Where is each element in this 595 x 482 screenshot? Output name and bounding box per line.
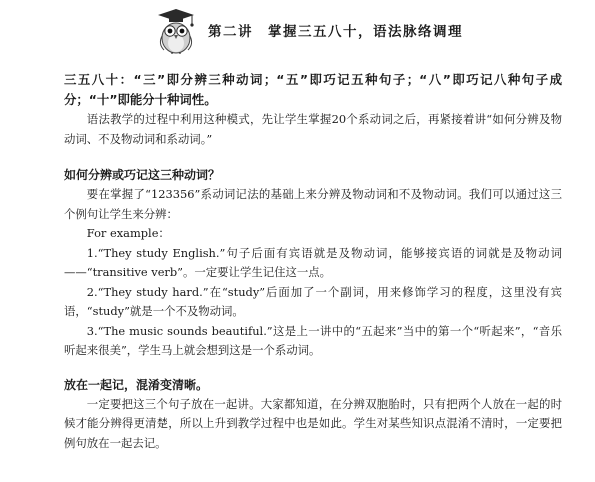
section-intro: 要在掌握了“123356”系动词记法的基础上来分辨及物动词和不及物动词。我们可以通过这三个例句让学生来分辨： <box>64 187 562 221</box>
chapter-title: 第二讲 掌握三五八十，语法脉络调理 <box>208 24 463 40</box>
example-3: 3.“The music sounds beautiful.”这是上一讲中的“五起来”当中的第一个“听起来”，“音乐听起来很美”，学生马上就会想到这是一个系动词。 <box>64 323 562 357</box>
intro-lead: 三五八十：“三”即分辨三种动词；“五”即巧记五种句子；“八”即巧记八种句子成分；“十”即能分十种词性。 <box>64 72 562 107</box>
intro-paragraph: 语法教学的过程中利用这种模式，先让学生掌握20个系动词之后，再紧接着讲“如何分辨及物动词、不及物动词和系动词。” <box>64 112 562 146</box>
example-2: 2.“They study hard.”在“study”后面加了一个副词，用来修饰学习的程度，这里没有宾语，“study”就是一个不及物动词。 <box>64 284 562 318</box>
document-body <box>64 70 562 453</box>
owl-mascot-icon <box>156 8 196 54</box>
section-heading-verbs: 如何分辨或巧记这三种动词？ <box>64 168 221 182</box>
example-1: 1.“They study English.”句子后面有宾语就是及物动词，能够接宾语的词就是及物动词——“transitive verb”。一定要让学生记住这一点。 <box>64 245 562 279</box>
for-example-label: For example： <box>86 226 170 240</box>
closing-paragraph: 一定要把这三个句子放在一起讲。大家都知道，在分辨双胞胎时，只有把两个人放在一起的时候才能分辨得更清楚，所以上升到教学过程中也是如此。学生对某些知识点混淆不清时，一定要把例句放在一起去记。 <box>64 396 562 450</box>
section-heading-remember-together: 放在一起记，混淆变清晰。 <box>64 377 209 392</box>
chapter-header <box>148 8 463 58</box>
